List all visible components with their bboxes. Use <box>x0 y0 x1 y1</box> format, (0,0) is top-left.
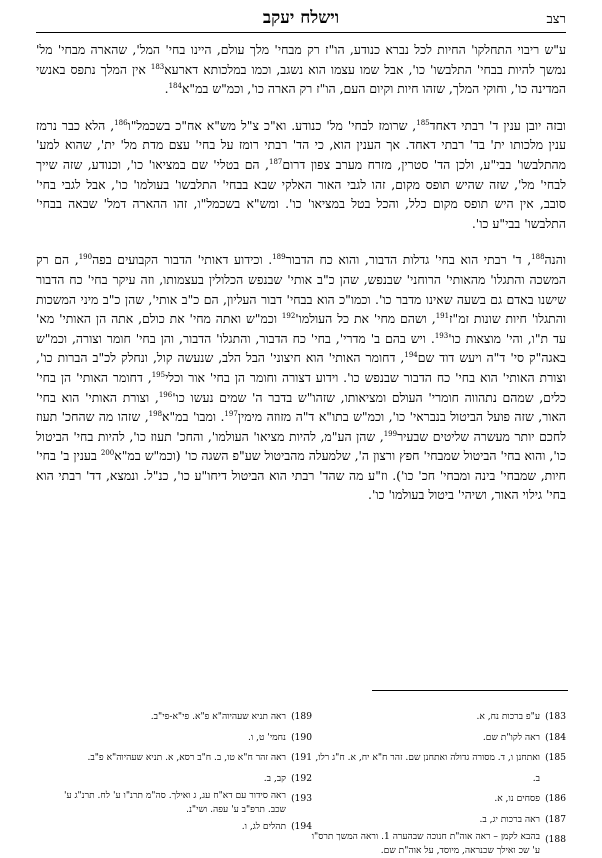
footnote-marker: 199 <box>383 429 398 438</box>
footnote-text: ראה ברכות יג, ב. <box>479 814 540 825</box>
footnote <box>310 728 566 749</box>
footnote-number: 193) <box>291 794 312 804</box>
footnote <box>310 748 566 789</box>
paragraph <box>36 116 566 234</box>
footnote-number: 186) <box>545 794 566 804</box>
footnote-marker: 194 <box>404 351 418 360</box>
paragraph <box>36 40 566 99</box>
text-run: ובזה יובן ענין ד' רבתי דאחד <box>429 117 566 133</box>
footnote-marker: 193 <box>434 331 449 340</box>
footnote-marker: 191 <box>435 312 450 320</box>
footnotes-left-column <box>56 707 312 838</box>
footnote-number: 189) <box>291 712 312 722</box>
footnote-number: 194) <box>291 822 312 832</box>
text-run: , דחומר האותי' הן בחי' כלים, שמהם נתהווה חומרי' העולם ומציאותו, שזהו"ש בדבר ה' שמים נעשו כו' <box>36 369 566 405</box>
footnote-text: בהבא לקמן – ראה אוה"ת חנוכה שבהערה 1. וראה המשך תרס"ו ע' שכ ואילך שכנראה, מיוסד, על אוה"ת שם. <box>311 832 540 856</box>
text-run: , הם בטלי' שם במציאו' כו', וכנודע, שזה שייך לבחי' מל', שזה שהיש תופס מקום, זהו לגבי האור האלקי שבא בבחי' התלבשו' בעולמו' כו', אבל לגבי בחי' סובב, אין היש תופס מקום כלל, והכל בטל במציאו' כו'. ומש"א בשכמל"ו, זהו ההארה דמל' שבאה בבחי' התלבשו' בבי"ע כו'. <box>36 156 566 231</box>
footnote-text: פסחים נו, א. <box>494 794 540 804</box>
text-run: אין המלך נתפס באנשי המדינה כו', וחוקי המלך, שזהו חיות וקיום העם, הו"ז רק הארה כו', וכמ"ש במ"א <box>36 61 566 97</box>
footnote-number: 183) <box>545 712 566 722</box>
footnote-number: 188) <box>545 835 566 845</box>
footnote-marker: 187 <box>269 157 283 166</box>
footnote-marker: 198 <box>148 409 163 418</box>
header-rule <box>36 32 566 33</box>
footnote <box>310 789 566 810</box>
footnote-text: ראה לקו"ת שם. <box>482 732 540 743</box>
page-number: רצב <box>546 12 566 27</box>
footnote-text: תהלים לג, ו. <box>241 822 286 832</box>
footnote-marker: 186 <box>114 118 128 127</box>
text-run: . ויש בהם ב' מדרי', בחי' כח הדבור, והתגלו' הדבור, והן בחי' חומר וצורה, וכמ"ש באגה"ק סי' ד"ה ויעש דוד שם <box>36 330 566 366</box>
footnote-text: ראה תניא שעהיוה"א פ"א. פי"א-פי"ב. <box>150 712 286 722</box>
footnote-marker: 196 <box>158 390 173 399</box>
footnote-marker: 195 <box>151 370 166 379</box>
paragraph <box>36 250 566 505</box>
footnote <box>56 728 312 749</box>
footnote-marker: 185 <box>416 118 430 127</box>
footnote-number: 185) <box>545 753 566 763</box>
footnote-marker: 190 <box>78 253 93 262</box>
footnote <box>310 707 566 728</box>
text-run: , שזהו מה שהחכ' תעוז לחכם יותר מעשרה שליטים שבעיר <box>36 409 566 444</box>
footnote-text: ע"פ ברכות נח, א. <box>476 712 540 722</box>
text-run: והנה <box>544 252 566 268</box>
footnote <box>56 748 312 769</box>
text-run: . <box>164 81 169 97</box>
text-run: , ד' רבתי הוא בחי' גדלות הדבור, והוא כח הדבור <box>285 252 532 268</box>
footnote <box>310 830 566 858</box>
running-header <box>36 8 566 30</box>
text-run: ע"ש ריבוי התחלקו' החיות לכל נברא כנודע, הו"ז רק מבחי' מלך עולם, היינו בחי' המל', שהארה מבחי' מל' נמשך להיות בבחי' התלבשו' כו', אבל שמו עצמו הוא נשגב, וכמו במלכותא דארעא <box>36 42 566 77</box>
footnote-marker: 183 <box>150 62 165 71</box>
footnote-text: קב, ב. <box>263 773 286 784</box>
footnote-marker: 188 <box>531 253 545 262</box>
text-run: , שהן הע"מ, להיות מציאו' העולמו', והחכ' תעוז כו', להיות בחי' הביטול כו', והוא בחי' הביטול שמבחי' חפץ ורצון ה', שלמעלה מהביטול שע"פ השגה כו' (וכמ"ש במ"א <box>36 428 567 464</box>
footnote <box>310 810 566 831</box>
footnote <box>56 817 312 838</box>
footnote-marker: 200 <box>100 449 115 458</box>
text-run: , הלא כבר נרמז ענין מלכותו ית' בד' רבתי דאחד. אך הענין הוא, כי הד' רבתי רומז על בחי' עצם מדת מל' ית', שהוא למע' מהתלבשו' בבי"ע, ולכן הד' סטרין, מזרח מערב צפון דרום <box>36 117 566 172</box>
footnote-text: ראה זהר ח"א טו, ב. ח"ב רסא, א. תניא שעהיוה"א פ"ב. <box>87 753 286 763</box>
text-run: . וכידוע דאותי' הדבור הקבועים בפה <box>92 252 273 268</box>
footnote-text: ואתחנן ו, ד. מסורה גדולה ואתחנן שם. זהר ח"א יח, א. ח"ג רלו, ב. <box>315 753 540 784</box>
footnote <box>56 789 312 817</box>
footnote-marker: 197 <box>224 409 238 418</box>
footnote-marker: 184 <box>168 82 182 91</box>
footnotes-right-column <box>310 707 566 858</box>
footnote-number: 187) <box>545 814 566 825</box>
text-run: , שרומז לבחי' מל' כנודע. וא"כ צ"ל מש"א אח"כ בשכמל"ו <box>127 117 417 133</box>
footnote-number: 184) <box>545 732 566 743</box>
text-run: וכמ"ש ואתה מחי' את כולם, אתה הן האותי' מא' עד ת"ו, והי' מוצאות כו' <box>36 311 566 346</box>
footnote <box>56 769 312 790</box>
footnote-marker: 189 <box>272 253 286 262</box>
text-run: בענין ב' בחי' חיות, שמבחי' בינה ומבחי' חכ' כו'). וז"ע מה שהד' רבתי הוא הביטול דיחו"ע כו', כנ"ל. ונמצא, דד' רבתי הוא בחי' גילוי האור, ושיהי' ביטול בעולמו' כו'. <box>36 448 566 503</box>
text-run: , דחומר האותי' הוא חיצוני' הבל הלב, שנעשה קול, ונחלק לכ"ב הברות כו', וצורת האותי' הוא בחי' כח הדבור שבנפש כו'. וידוע דצורה וחומר הן בחי' אור וכלי <box>36 350 566 385</box>
footnote-text: ראה סידור עם דא"ח עג, ג ואילך. סה"מ תרנ"ו ע' לח. תרנ"ג ע' שכב. תרפ"ב ע' עפה. ושי"נ. <box>63 791 286 815</box>
text-run: , הם רק המשכה והתגלו' מהאותי' הרוחני' שבנפש, שהן כ"ב אותי' שבנפש הכלולין בעצמותו, וזה עיקר בחי' כח הדבור שישנו באדם גם בשעה שאינו מדבר כו'. וכמו"כ הוא בבחי' דבור העליון, הם כ"ב אותי', שהן כ"ב מיני המשכות והתגלו' חיות שונות זמ"ז <box>36 252 567 327</box>
footnote-number: 192) <box>291 773 312 784</box>
text-run: , וצורת האותי' הוא בחי' האור, שזה פועל הביטול בנבראי' כו', וכמ"ש בתו"א ד"ה מזוזה מימין <box>36 389 567 425</box>
footnote-marker: 192 <box>281 312 296 320</box>
footnote-number: 190) <box>291 732 312 743</box>
footnote-text: נחמי' ט, ו. <box>248 732 286 743</box>
text-run: , ושהם מחי' את כל העולמו' <box>295 311 436 327</box>
footnote-rule <box>372 690 568 691</box>
footnote <box>56 707 312 728</box>
running-title: וישלח יעקב <box>262 8 340 28</box>
text-run: . ומבו' במ"א <box>162 409 225 425</box>
main-text <box>36 40 566 522</box>
footnote-number: 191) <box>291 753 312 763</box>
